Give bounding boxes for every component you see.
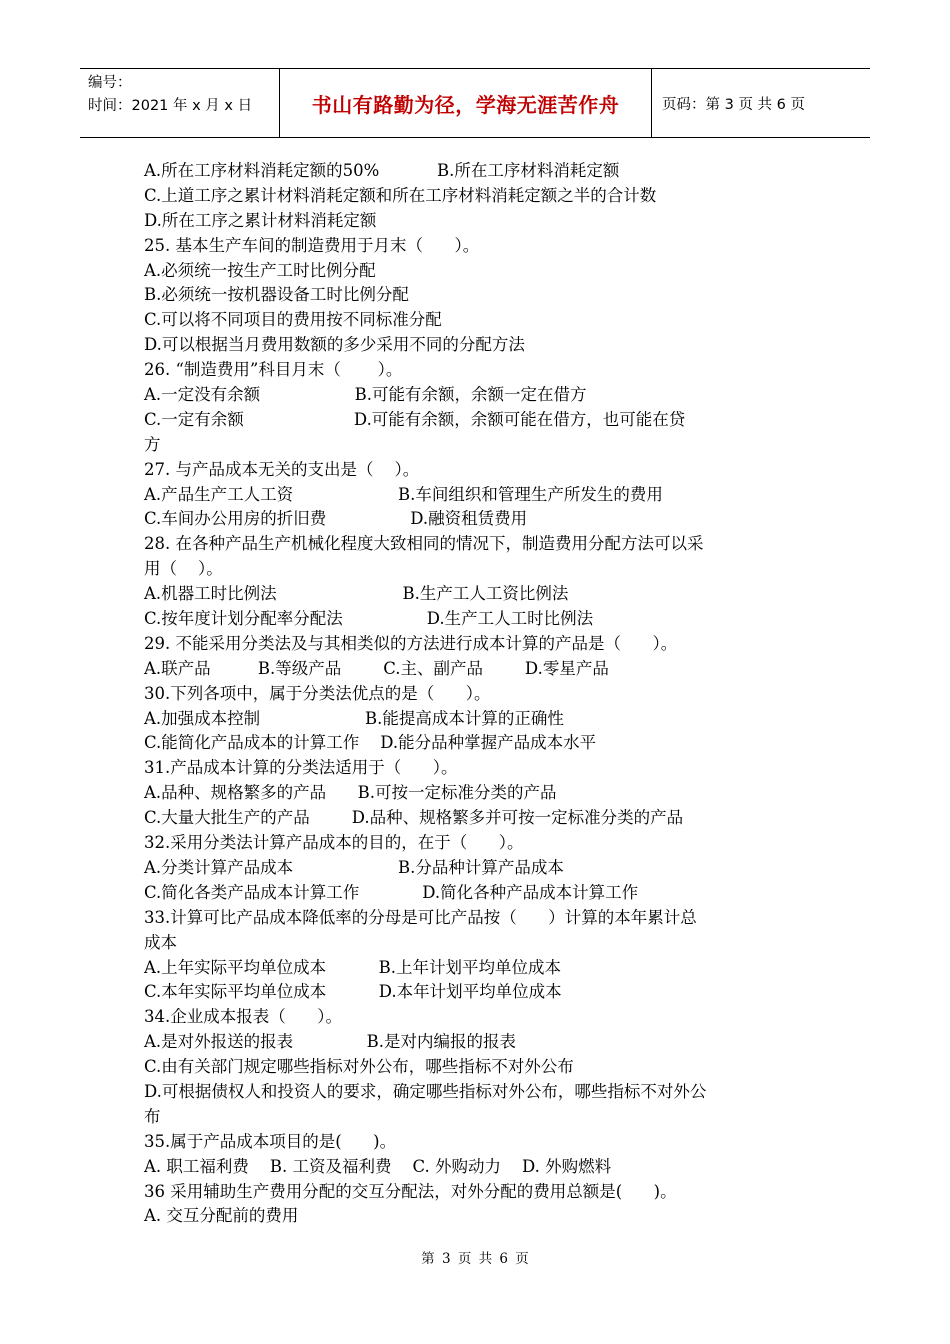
- text-line: A.产品生产工人工资 B.车间组织和管理生产所发生的费用: [144, 484, 663, 504]
- page-header: [80, 68, 870, 138]
- text-line: A.一定没有余额 B.可能有余额，余额一定在借方: [144, 385, 587, 405]
- text-line: 32.采用分类法计算产品成本的目的，在于（ ）。: [144, 833, 524, 853]
- text-line: 方: [144, 434, 161, 454]
- text-line: C.一定有余额 D.可能有余额，余额可能在借方，也可能在贷: [144, 409, 686, 429]
- text-line: A.必须统一按生产工时比例分配: [144, 260, 376, 280]
- text-line: A. 职工福利费 B. 工资及福利费 C. 外购动力 D. 外购燃料: [144, 1156, 612, 1176]
- text-line: C.按年度计划分配率分配法 D.生产工人工时比例法: [144, 609, 594, 629]
- text-line: 34.企业成本报表（ ）。: [144, 1007, 342, 1027]
- header-page-cell: [652, 69, 870, 137]
- text-line: D.可根据债权人和投资人的要求，确定哪些指标对外公布，哪些指标不对外公: [144, 1081, 707, 1101]
- text-line: D.可以根据当月费用数额的多少采用不同的分配方法: [144, 335, 525, 355]
- text-line: D.所在工序之累计材料消耗定额: [144, 210, 377, 230]
- text-line: 31.产品成本计算的分类法适用于（ ）。: [144, 758, 458, 778]
- header-page-label: 页码：第 3 页 共 6 页: [662, 96, 805, 113]
- text-line: 29. 不能采用分类法及与其相类似的方法进行成本计算的产品是（ ）。: [144, 633, 678, 653]
- text-line: A.品种、规格繁多的产品 B.可按一定标准分类的产品: [144, 783, 557, 803]
- text-line: A.上年实际平均单位成本 B.上年计划平均单位成本: [144, 957, 561, 977]
- text-line: 成本: [144, 932, 177, 952]
- text-line: C.简化各类产品成本计算工作 D.简化各种产品成本计算工作: [144, 882, 639, 902]
- text-line: C.本年实际平均单位成本 D.本年计划平均单位成本: [144, 982, 562, 1002]
- text-line: B.必须统一按机器设备工时比例分配: [144, 285, 409, 305]
- text-line: 35.属于产品成本项目的是( )。: [144, 1131, 397, 1151]
- text-line: 布: [144, 1106, 161, 1126]
- text-line: 26. “制造费用”科目月末（ ）。: [144, 360, 403, 380]
- text-line: A. 交互分配前的费用: [144, 1206, 299, 1226]
- text-line: C.车间办公用房的折旧费 D.融资租赁费用: [144, 509, 528, 529]
- text-line: A.机器工时比例法 B.生产工人工资比例法: [144, 584, 569, 604]
- text-line: A.所在工序材料消耗定额的50% B.所在工序材料消耗定额: [144, 161, 620, 180]
- header-motto: 书山有路勤为径，学海无涯苦作舟: [311, 92, 620, 117]
- header-motto-cell: [280, 69, 652, 137]
- text-line: C.可以将不同项目的费用按不同标准分配: [144, 310, 442, 330]
- text-line: 27. 与产品成本无关的支出是（ ）。: [144, 459, 420, 479]
- document-number-label: 编号：: [88, 75, 132, 91]
- text-line: A.联产品 B.等级产品 C.主、副产品 D.零星产品: [144, 658, 609, 678]
- page-footer: 第 3 页 共 6 页: [421, 1251, 529, 1267]
- text-line: 28. 在各种产品生产机械化程度大致相同的情况下，制造费用分配方法可以采: [144, 534, 704, 554]
- text-line: 25. 基本生产车间的制造费用于月末（ ）。: [144, 235, 480, 255]
- text-line: C.上道工序之累计材料消耗定额和所在工序材料消耗定额之半的合计数: [144, 185, 657, 205]
- text-line: 用（ ）。: [144, 559, 223, 579]
- text-line: A.分类计算产品成本 B.分品种计算产品成本: [144, 857, 564, 877]
- question-content: [144, 159, 814, 1229]
- text-line: 33.计算可比产品成本降低率的分母是可比产品按（ ）计算的本年累计总: [144, 907, 697, 927]
- date-label: 时间：2021 年 x 月 x 日: [88, 98, 253, 114]
- header-info: [80, 69, 280, 137]
- text-line: 30.下列各项中，属于分类法优点的是（ ）。: [144, 683, 491, 703]
- text-line: A.加强成本控制 B.能提高成本计算的正确性: [144, 708, 564, 728]
- text-line: C.大量大批生产的产品 D.品种、规格繁多并可按一定标准分类的产品: [144, 808, 684, 828]
- text-line: C.能简化产品成本的计算工作 D.能分品种掌握产品成本水平: [144, 733, 597, 753]
- text-line: C.由有关部门规定哪些指标对外公布，哪些指标不对外公布: [144, 1057, 574, 1077]
- text-line: 36 采用辅助生产费用分配的交互分配法，对外分配的费用总额是( )。: [144, 1181, 677, 1201]
- text-line: A.是对外报送的报表 B.是对内编报的报表: [144, 1032, 516, 1052]
